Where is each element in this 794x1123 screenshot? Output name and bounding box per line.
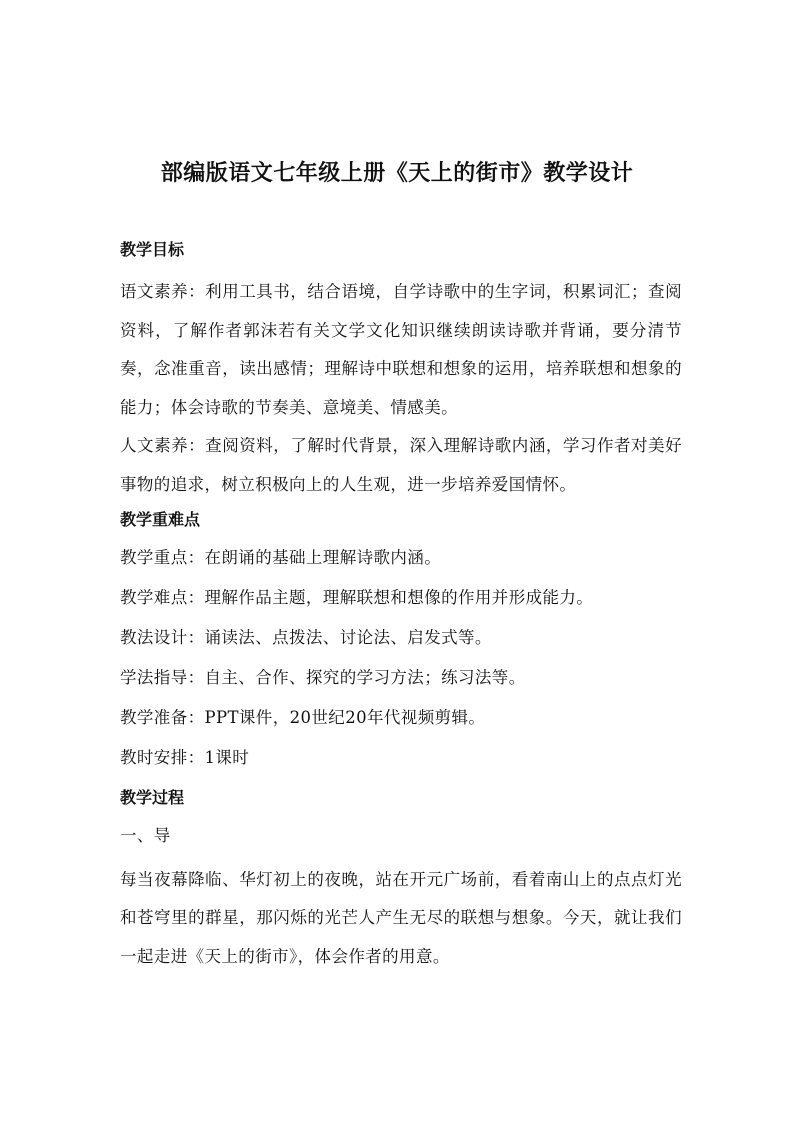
key-point-line: 教学重点：在朗诵的基础上理解诗歌内涵。 — [120, 547, 442, 567]
document-body — [120, 235, 682, 976]
key-point-line: 学法指导：自主、合作、探究的学习方法；练习法等。 — [120, 667, 526, 687]
key-point-line: 教法设计：诵读法、点拨法、讨论法、启发式等。 — [120, 627, 492, 647]
key-point-line: 教时安排：1课时 — [120, 747, 250, 767]
key-point-line: 教学准备：PPT课件，20世纪20年代视频剪辑。 — [120, 707, 486, 727]
document-title: 部编版语文七年级上册《天上的街市》教学设计 — [160, 161, 634, 186]
key-point-line: 教学难点：理解作品主题，理解联想和想像的作用并形成能力。 — [120, 587, 594, 607]
section-heading-process: 教学过程 — [120, 787, 185, 807]
section-heading-key-points: 教学重难点 — [120, 509, 201, 529]
objective-paragraph: 人文素养：查阅资料，了解时代背景，深入理解诗歌内涵，学习作者对美好事物的追求，树立积极向上的人生观，进一步培养爱国情怀。 — [120, 436, 682, 494]
objective-paragraph: 语文素养：利用工具书，结合语境，自学诗歌中的生字词，积累词汇；查阅资料，了解作者郭沫若有关文学文化知识继续朗读诗歌并背诵，要分清节奏，念准重音，读出感情；理解诗中联想和想象的运用，培养联想和想象的能力；体会诗歌的节奏美、意境美、情感美。 — [120, 282, 682, 417]
process-step-text: 每当夜幕降临、华灯初上的夜晚，站在开元广场前，看着南山上的点点灯光和苍穹里的群星，那闪烁的光芒人产生无尽的联想与想象。今天，就让我们一起走进《天上的街市》，体会作者的用意。 — [120, 869, 682, 966]
process-step-label: 一、导 — [120, 825, 171, 845]
section-heading-objectives: 教学目标 — [120, 240, 185, 259]
